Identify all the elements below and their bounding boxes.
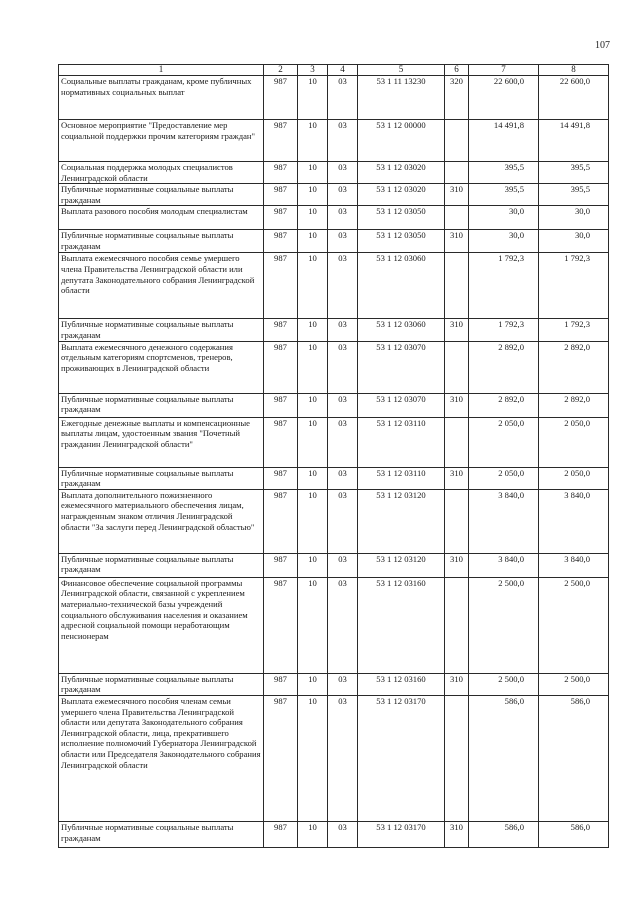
row-target: 53 1 12 03110: [358, 467, 445, 489]
row-section: 10: [298, 695, 328, 821]
row-amount-1: 3 840,0: [469, 489, 539, 553]
row-name: Выплата разового пособия молодым специалистам: [59, 206, 264, 230]
row-subsection: 03: [328, 821, 358, 847]
row-amount-2: 22 600,0: [539, 76, 609, 120]
page-number: 107: [595, 40, 610, 51]
row-code: 987: [264, 120, 298, 162]
row-code: 987: [264, 673, 298, 695]
row-name: Социальные выплаты гражданам, кроме публичных нормативных социальных выплат: [59, 76, 264, 120]
row-amount-1: 3 840,0: [469, 553, 539, 577]
row-amount-1: 586,0: [469, 695, 539, 821]
row-amount-1: 30,0: [469, 230, 539, 253]
row-subsection: 03: [328, 230, 358, 253]
row-expense-type: 310: [445, 230, 469, 253]
header-col-3: 3: [298, 65, 328, 76]
row-code: 987: [264, 489, 298, 553]
row-amount-1: 22 600,0: [469, 76, 539, 120]
row-section: 10: [298, 230, 328, 253]
row-amount-2: 586,0: [539, 821, 609, 847]
row-subsection: 03: [328, 76, 358, 120]
row-amount-1: 2 500,0: [469, 577, 539, 673]
table-row: [59, 673, 609, 695]
row-expense-type: [445, 341, 469, 393]
table-row: [59, 319, 609, 341]
table-row: [59, 821, 609, 847]
row-amount-1: 586,0: [469, 821, 539, 847]
table-row: [59, 341, 609, 393]
row-amount-2: 3 840,0: [539, 489, 609, 553]
row-name: Публичные нормативные социальные выплаты гражданам: [59, 319, 264, 341]
row-section: 10: [298, 821, 328, 847]
row-target: 53 1 12 03060: [358, 319, 445, 341]
header-col-6: 6: [445, 65, 469, 76]
row-expense-type: 320: [445, 76, 469, 120]
row-expense-type: [445, 120, 469, 162]
row-name: Публичные нормативные социальные выплаты гражданам: [59, 673, 264, 695]
row-target: 53 1 12 03020: [358, 184, 445, 206]
row-target: 53 1 12 03170: [358, 695, 445, 821]
row-amount-2: 1 792,3: [539, 319, 609, 341]
header-col-5: 5: [358, 65, 445, 76]
row-subsection: 03: [328, 120, 358, 162]
row-name: Ежегодные денежные выплаты и компенсационные выплаты лицам, удостоенным звания "Почетный гражданин Ленинградской области": [59, 417, 264, 467]
row-section: 10: [298, 76, 328, 120]
row-section: 10: [298, 467, 328, 489]
table-row: [59, 695, 609, 821]
row-code: 987: [264, 467, 298, 489]
row-expense-type: 310: [445, 393, 469, 417]
row-code: 987: [264, 695, 298, 821]
row-expense-type: 310: [445, 319, 469, 341]
row-code: 987: [264, 553, 298, 577]
row-amount-2: 395,5: [539, 162, 609, 184]
row-subsection: 03: [328, 553, 358, 577]
header-col-1: 1: [59, 65, 264, 76]
row-section: 10: [298, 341, 328, 393]
row-code: 987: [264, 821, 298, 847]
row-target: 53 1 12 03060: [358, 253, 445, 319]
table-row: [59, 467, 609, 489]
row-code: 987: [264, 577, 298, 673]
row-target: 53 1 12 03120: [358, 489, 445, 553]
row-expense-type: 310: [445, 553, 469, 577]
row-expense-type: [445, 253, 469, 319]
row-code: 987: [264, 206, 298, 230]
row-expense-type: 310: [445, 467, 469, 489]
row-subsection: 03: [328, 417, 358, 467]
row-subsection: 03: [328, 253, 358, 319]
header-col-2: 2: [264, 65, 298, 76]
row-expense-type: 310: [445, 673, 469, 695]
row-amount-2: 30,0: [539, 206, 609, 230]
row-amount-2: 395,5: [539, 184, 609, 206]
row-amount-1: 14 491,8: [469, 120, 539, 162]
row-section: 10: [298, 319, 328, 341]
row-amount-2: 2 500,0: [539, 673, 609, 695]
table-row: [59, 553, 609, 577]
row-section: 10: [298, 553, 328, 577]
table-row: [59, 162, 609, 184]
row-amount-2: 2 892,0: [539, 341, 609, 393]
row-subsection: 03: [328, 162, 358, 184]
row-subsection: 03: [328, 319, 358, 341]
row-expense-type: [445, 417, 469, 467]
row-name: Публичные нормативные социальные выплаты гражданам: [59, 553, 264, 577]
row-expense-type: [445, 577, 469, 673]
row-code: 987: [264, 341, 298, 393]
row-target: 53 1 12 03050: [358, 230, 445, 253]
row-target: 53 1 12 03160: [358, 577, 445, 673]
row-expense-type: 310: [445, 821, 469, 847]
row-name: Публичные нормативные социальные выплаты гражданам: [59, 393, 264, 417]
row-section: 10: [298, 206, 328, 230]
table-row: [59, 206, 609, 230]
row-expense-type: [445, 162, 469, 184]
row-amount-2: 2 050,0: [539, 467, 609, 489]
row-target: 53 1 12 03120: [358, 553, 445, 577]
row-amount-1: 2 892,0: [469, 393, 539, 417]
row-name: Выплата ежемесячного денежного содержания отдельным категориям спортсменов, тренеров, проживающих в Ленинградской области: [59, 341, 264, 393]
row-amount-2: 1 792,3: [539, 253, 609, 319]
row-target: 53 1 12 00000: [358, 120, 445, 162]
row-amount-1: 30,0: [469, 206, 539, 230]
row-expense-type: 310: [445, 184, 469, 206]
table-row: [59, 230, 609, 253]
row-name: Социальная поддержка молодых специалистов Ленинградской области: [59, 162, 264, 184]
row-name: Публичные нормативные социальные выплаты гражданам: [59, 184, 264, 206]
row-amount-1: 2 892,0: [469, 341, 539, 393]
row-code: 987: [264, 417, 298, 467]
row-expense-type: [445, 206, 469, 230]
row-section: 10: [298, 253, 328, 319]
table-row: [59, 577, 609, 673]
row-subsection: 03: [328, 467, 358, 489]
row-amount-1: 1 792,3: [469, 253, 539, 319]
row-section: 10: [298, 184, 328, 206]
row-amount-2: 30,0: [539, 230, 609, 253]
row-target: 53 1 12 03070: [358, 393, 445, 417]
row-amount-1: 2 500,0: [469, 673, 539, 695]
row-amount-2: 14 491,8: [539, 120, 609, 162]
row-name: Выплата ежемесячного пособия членам семьи умершего члена Правительства Ленинградской области или депутата Законодательного собрания Ленинградской области, лица, прекратившего исполнение полномочий Губернатора Ленинградской области или Председателя Законодательного собрания Ленинградской области: [59, 695, 264, 821]
row-name: Основное мероприятие "Предоставление мер социальной поддержки прочим категориям граждан": [59, 120, 264, 162]
budget-table: [58, 64, 609, 848]
row-code: 987: [264, 76, 298, 120]
table-row: [59, 489, 609, 553]
row-expense-type: [445, 489, 469, 553]
row-expense-type: [445, 695, 469, 821]
row-amount-2: 3 840,0: [539, 553, 609, 577]
header-row: [59, 65, 609, 76]
row-subsection: 03: [328, 206, 358, 230]
header-col-4: 4: [328, 65, 358, 76]
row-name: Публичные нормативные социальные выплаты гражданам: [59, 230, 264, 253]
row-code: 987: [264, 319, 298, 341]
header-col-7: 7: [469, 65, 539, 76]
row-section: 10: [298, 393, 328, 417]
row-target: 53 1 12 03070: [358, 341, 445, 393]
row-subsection: 03: [328, 184, 358, 206]
row-amount-2: 586,0: [539, 695, 609, 821]
row-amount-2: 2 500,0: [539, 577, 609, 673]
row-target: 53 1 12 03110: [358, 417, 445, 467]
row-amount-1: 395,5: [469, 162, 539, 184]
row-amount-1: 1 792,3: [469, 319, 539, 341]
row-name: Публичные нормативные социальные выплаты гражданам: [59, 467, 264, 489]
row-section: 10: [298, 162, 328, 184]
row-subsection: 03: [328, 695, 358, 821]
row-code: 987: [264, 162, 298, 184]
table-row: [59, 76, 609, 120]
row-subsection: 03: [328, 673, 358, 695]
row-amount-1: 395,5: [469, 184, 539, 206]
row-amount-1: 2 050,0: [469, 417, 539, 467]
row-target: 53 1 12 03050: [358, 206, 445, 230]
row-target: 53 1 12 03170: [358, 821, 445, 847]
row-amount-2: 2 050,0: [539, 417, 609, 467]
row-subsection: 03: [328, 341, 358, 393]
row-section: 10: [298, 673, 328, 695]
row-section: 10: [298, 417, 328, 467]
table-row: [59, 393, 609, 417]
row-subsection: 03: [328, 577, 358, 673]
table-row: [59, 184, 609, 206]
row-name: Финансовое обеспечение социальной программы Ленинградской области, связанной с укреплением материально-технической базы учреждений социального обслуживания населения и оказанием адресной социальной помощи неработающим пенсионерам: [59, 577, 264, 673]
row-code: 987: [264, 184, 298, 206]
row-code: 987: [264, 253, 298, 319]
table-row: [59, 253, 609, 319]
header-col-8: 8: [539, 65, 609, 76]
table-row: [59, 417, 609, 467]
table-row: [59, 120, 609, 162]
row-name: Публичные нормативные социальные выплаты гражданам: [59, 821, 264, 847]
row-target: 53 1 11 13230: [358, 76, 445, 120]
row-name: Выплата ежемесячного пособия семье умершего члена Правительства Ленинградской области или депутата Законодательного собрания Ленинградской области: [59, 253, 264, 319]
row-section: 10: [298, 577, 328, 673]
table-body: [59, 76, 609, 848]
row-section: 10: [298, 120, 328, 162]
row-subsection: 03: [328, 489, 358, 553]
row-amount-2: 2 892,0: [539, 393, 609, 417]
row-subsection: 03: [328, 393, 358, 417]
row-section: 10: [298, 489, 328, 553]
row-code: 987: [264, 393, 298, 417]
row-amount-1: 2 050,0: [469, 467, 539, 489]
row-target: 53 1 12 03020: [358, 162, 445, 184]
row-name: Выплата дополнительного пожизненного ежемесячного материального обеспечения лицам, награжденным знаком отличия Ленинградской области "За заслуги перед Ленинградской областью": [59, 489, 264, 553]
row-code: 987: [264, 230, 298, 253]
row-target: 53 1 12 03160: [358, 673, 445, 695]
